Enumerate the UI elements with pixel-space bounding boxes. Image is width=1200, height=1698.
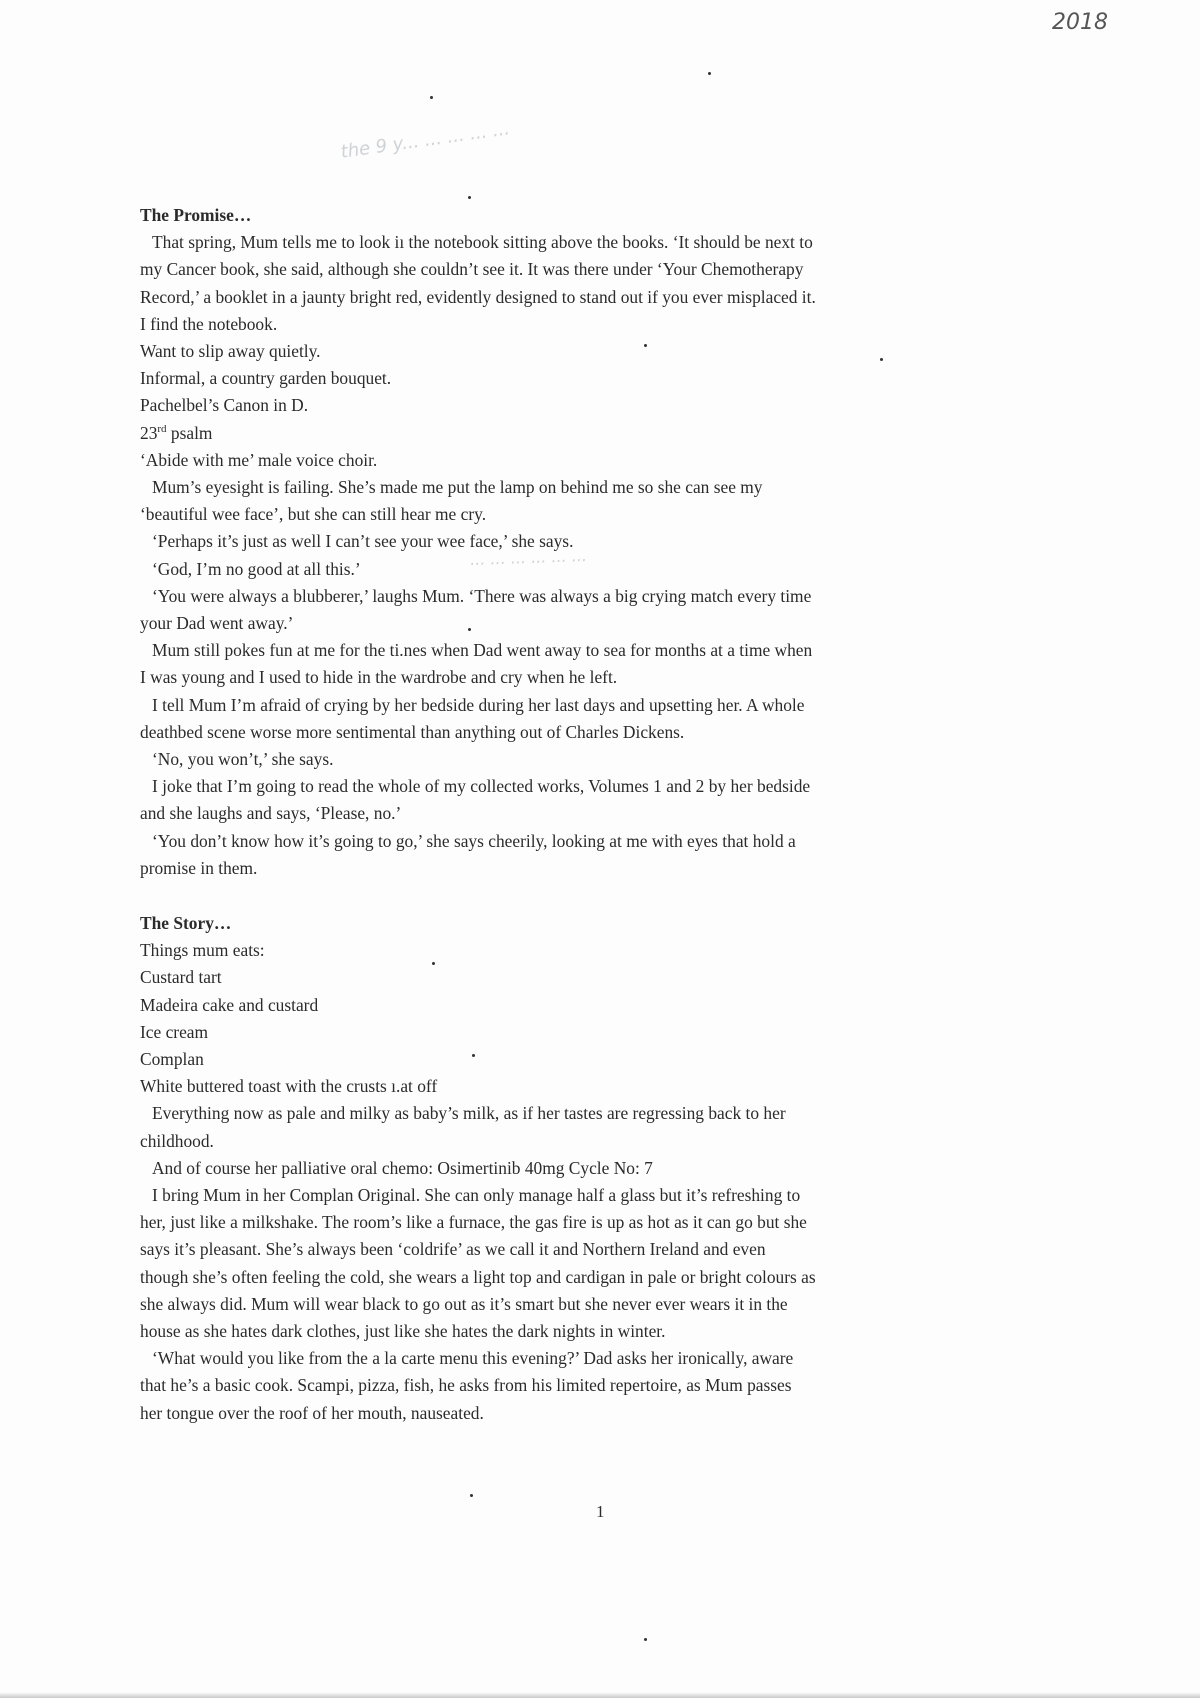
text-line-psalm	[140, 420, 1080, 447]
text-line: Things mum eats:	[140, 940, 265, 961]
psalm-number: 23	[140, 422, 158, 443]
text-line: Complan	[140, 1049, 204, 1070]
text-line: ‘You don’t know how it’s going to go,’ she says cheerily, looking at me with eyes that hold a	[152, 830, 796, 851]
section-heading: The Story…	[140, 913, 232, 933]
text-line: Mum still pokes fun at me for the ti.nes when Dad went away to sea for months at a time when	[152, 640, 813, 661]
text-line: her tongue over the roof of her mouth, nauseated.	[140, 1402, 484, 1423]
scan-speck	[708, 72, 711, 75]
text-line: Everything now as pale and milky as baby’s milk, as if her tastes are regressing back to her	[152, 1103, 786, 1124]
text-line: Madeira cake and custard	[140, 994, 319, 1015]
text-line: ‘Abide with me’ male voice choir.	[140, 449, 378, 470]
text-line: Pachelbel’s Canon in D.	[140, 395, 309, 416]
scan-speck	[644, 1638, 647, 1641]
text-line: though she’s often feeling the cold, she wears a light top and cardigan in pale or bright colours as	[140, 1266, 816, 1287]
text-line: her, just like a milkshake. The room’s like a furnace, the gas fire is up as hot as it can go but she	[140, 1212, 807, 1233]
handwritten-year: 2018	[1052, 10, 1108, 35]
text-line: ‘God, I’m no good at all this.’	[152, 558, 361, 579]
text-line: I tell Mum I’m afraid of crying by her bedside during her last days and upsetting her. A whole	[152, 694, 805, 715]
scan-bottom-edge	[0, 1692, 1200, 1698]
text-line: That spring, Mum tells me to look iı the notebook sitting above the books. ‘It should be next to	[152, 232, 813, 253]
scan-speck	[470, 1494, 473, 1497]
text-line: Record,’ a booklet in a jaunty bright red, evidently designed to stand out if you ever misplaced it.	[140, 286, 816, 307]
text-line: Informal, a country garden bouquet.	[140, 368, 392, 389]
text-line: your Dad went away.’	[140, 613, 294, 634]
text-line: childhood.	[140, 1130, 214, 1151]
text-line: Custard tart	[140, 967, 222, 988]
faint-handwritten-note-2: ... ... ... ... ... ...	[469, 545, 588, 570]
text-line: I was young and I used to hide in the wardrobe and cry when he left.	[140, 667, 618, 688]
section-the-story	[140, 910, 1080, 1427]
text-line: promise in them.	[140, 857, 258, 878]
text-line: and she laughs and says, ‘Please, no.’	[140, 803, 402, 824]
text-line: deathbed scene worse more sentimental than anything out of Charles Dickens.	[140, 721, 685, 742]
text-line: ‘Perhaps it’s just as well I can’t see your wee face,’ she says.	[152, 531, 574, 552]
text-line: And of course her palliative oral chemo: Osimertinib 40mg Cycle No: 7	[152, 1157, 653, 1178]
text-line: ‘What would you like from the a la carte menu this evening?’ Dad asks her ironically, aware	[152, 1348, 794, 1369]
text-line: says it’s pleasant. She’s always been ‘coldrife’ as we call it and Northern Ireland and even	[140, 1239, 766, 1260]
text-line: Want to slip away quietly.	[140, 341, 321, 362]
psalm-word: psalm	[166, 422, 213, 443]
section-the-promise	[140, 202, 1080, 882]
text-line: house as she hates dark clothes, just like she hates the dark nights in winter.	[140, 1321, 666, 1342]
text-line: ‘beautiful wee face’, but she can still hear me cry.	[140, 504, 487, 525]
text-line: I joke that I’m going to read the whole of my collected works, Volumes 1 and 2 by her bedside	[152, 776, 811, 797]
faint-handwritten-note: the 9 y... ... ... ... ...	[339, 118, 512, 163]
section-heading: The Promise…	[140, 205, 252, 225]
text-line: ‘No, you won’t,’ she says.	[152, 749, 334, 770]
text-line: ‘You were always a blubberer,’ laughs Mum. ‘There was always a big crying match every time	[152, 585, 812, 606]
psalm-ordinal: rd	[157, 422, 167, 435]
text-line: Mum’s eyesight is failing. She’s made me put the lamp on behind me so she can see my	[152, 477, 763, 498]
scan-speck	[468, 196, 471, 199]
text-line: that he’s a basic cook. Scampi, pizza, fish, he asks from his limited repertoire, as Mum passes	[140, 1375, 792, 1396]
page-number: 1	[596, 1502, 605, 1521]
text-line: she always did. Mum will wear black to go out as it’s smart but she never ever wears it in the	[140, 1293, 788, 1314]
text-line: I bring Mum in her Complan Original. She can only manage half a glass but it’s refreshing to	[152, 1185, 801, 1206]
text-line: White buttered toast with the crusts ı.at off	[140, 1076, 438, 1097]
text-line: I find the notebook.	[140, 313, 278, 334]
text-line: Ice cream	[140, 1021, 209, 1042]
text-line: my Cancer book, she said, although she couldn’t see it. It was there under ‘Your Chemotherapy	[140, 259, 804, 280]
scan-speck	[430, 96, 433, 99]
